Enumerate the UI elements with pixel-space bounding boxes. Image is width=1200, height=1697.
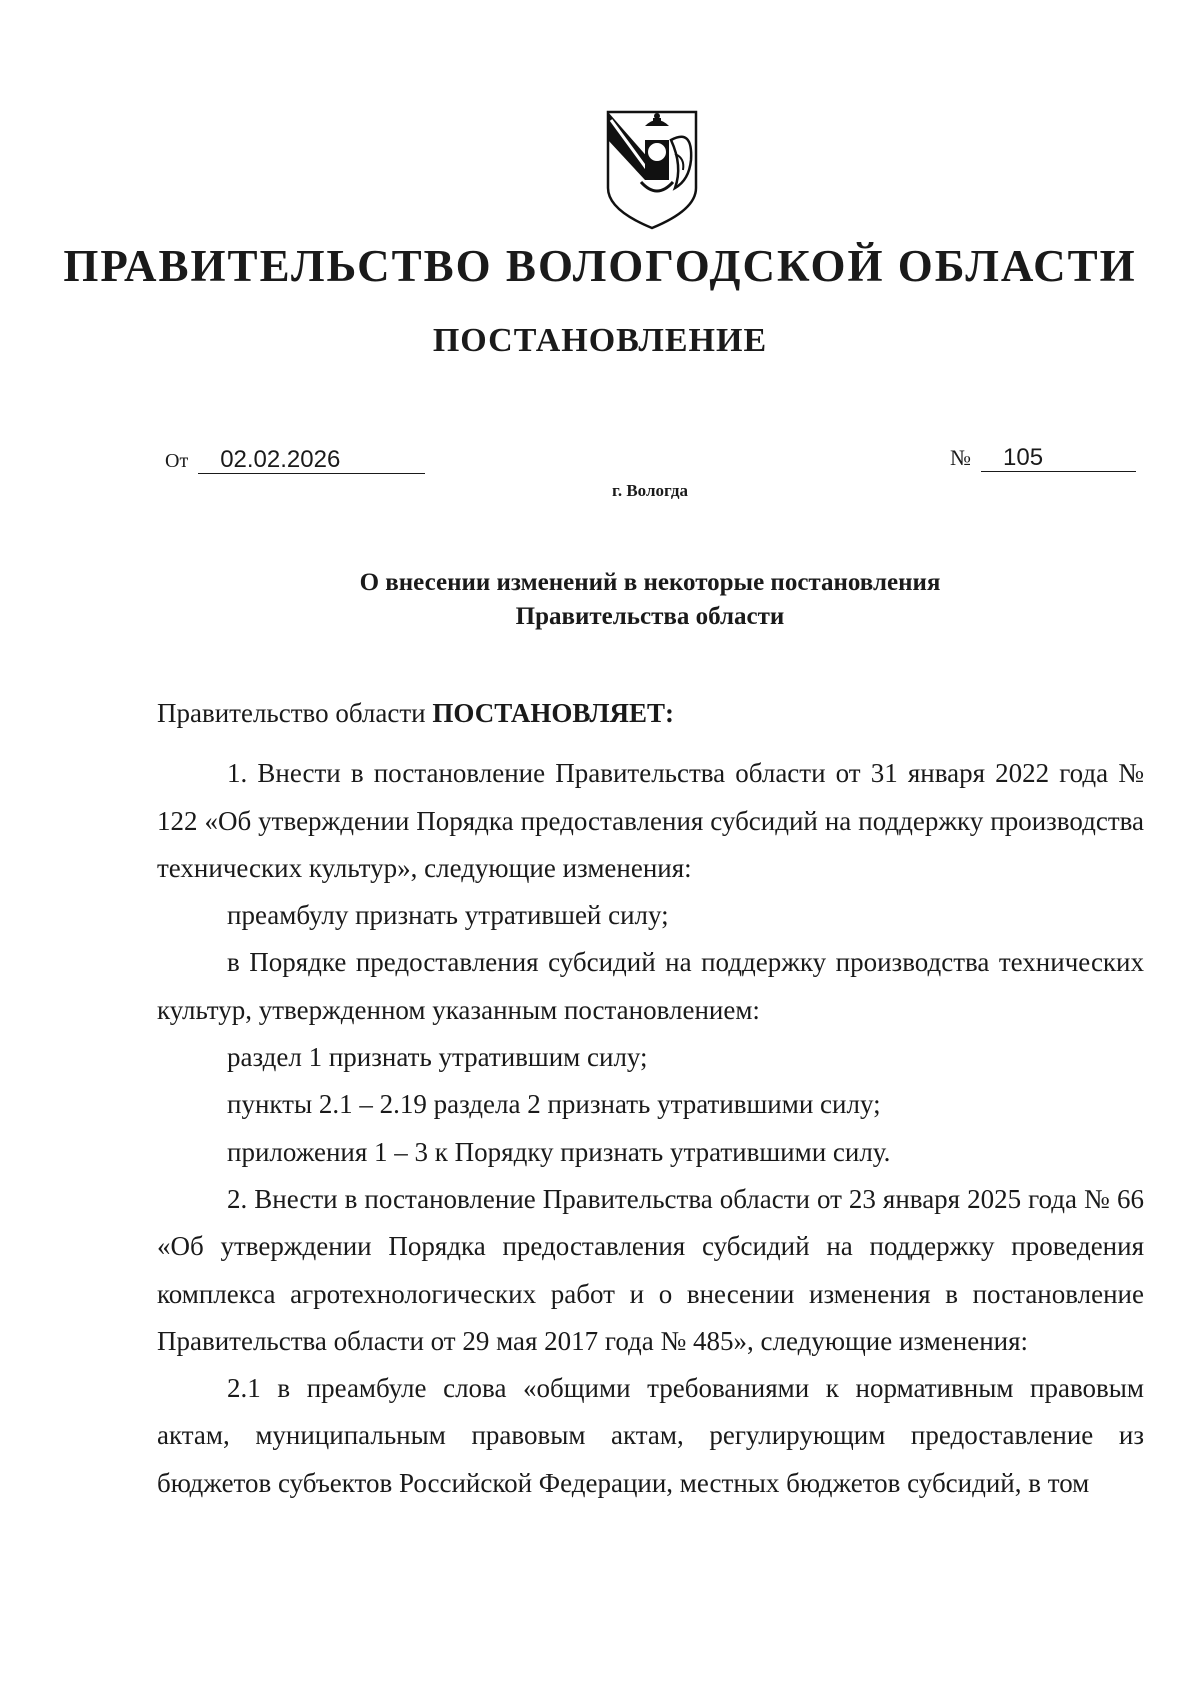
number-value: 105 — [981, 445, 1136, 472]
paragraph: в Порядке предоставления субсидий на поддержку производства технических культур, утвержденном указанным постановлением: — [157, 947, 1144, 1025]
number-line — [950, 445, 1136, 472]
paragraph: 2.1 в преамбуле слова «общими требованиями к нормативным правовым актам, муниципальным правовым актам, регулирующим предоставление из бюджетов субъектов Российской Федерации, местных бюджетов субсидий, в том — [157, 1373, 1144, 1498]
number-prefix: № — [950, 445, 971, 470]
date-line — [165, 447, 425, 474]
date-prefix: От — [165, 450, 189, 472]
paragraph: 1. Внести в постановление Правительства области от 31 января 2022 года № 122 «Об утверждении Порядка предоставления субсидий на поддержку производства технических культур», следующие изменения: — [157, 758, 1144, 883]
document-type: ПОСТАНОВЛЕНИЕ — [432, 322, 768, 359]
city: г. Вологда — [612, 481, 688, 500]
paragraph: раздел 1 признать утратившим силу; — [227, 1042, 648, 1073]
document-body — [157, 690, 1144, 1507]
government-title: ПРАВИТЕЛЬСТВО ВОЛОГОДСКОЙ ОБЛАСТИ — [63, 241, 1137, 291]
lead-text: Правительство области — [157, 698, 433, 728]
subject-line: Правительства области — [515, 603, 785, 630]
lead-bold: ПОСТАНОВЛЯЕТ: — [432, 698, 674, 728]
vologda-coat-of-arms-icon — [605, 110, 699, 230]
paragraph: 2. Внести в постановление Правительства области от 23 января 2025 года № 66 «Об утверждении Порядка предоставления субсидий на поддержку проведения комплекса агротехнологических работ и о внесении изменения в постановление Правительства области от 29 мая 2017 года № 485», следующие изменения: — [157, 1183, 1144, 1356]
subject-line: О внесении изменений в некоторые постановления — [359, 569, 941, 596]
paragraph: пункты 2.1 – 2.19 раздела 2 признать утратившими силу; — [227, 1089, 881, 1120]
paragraph: преамбулу признать утратившей силу; — [227, 900, 669, 931]
date-value: 02.02.2026 — [198, 447, 425, 474]
lead-paragraph — [157, 690, 1144, 737]
paragraph: приложения 1 – 3 к Порядку признать утратившими силу. — [227, 1136, 891, 1167]
document-subject — [0, 566, 1200, 634]
